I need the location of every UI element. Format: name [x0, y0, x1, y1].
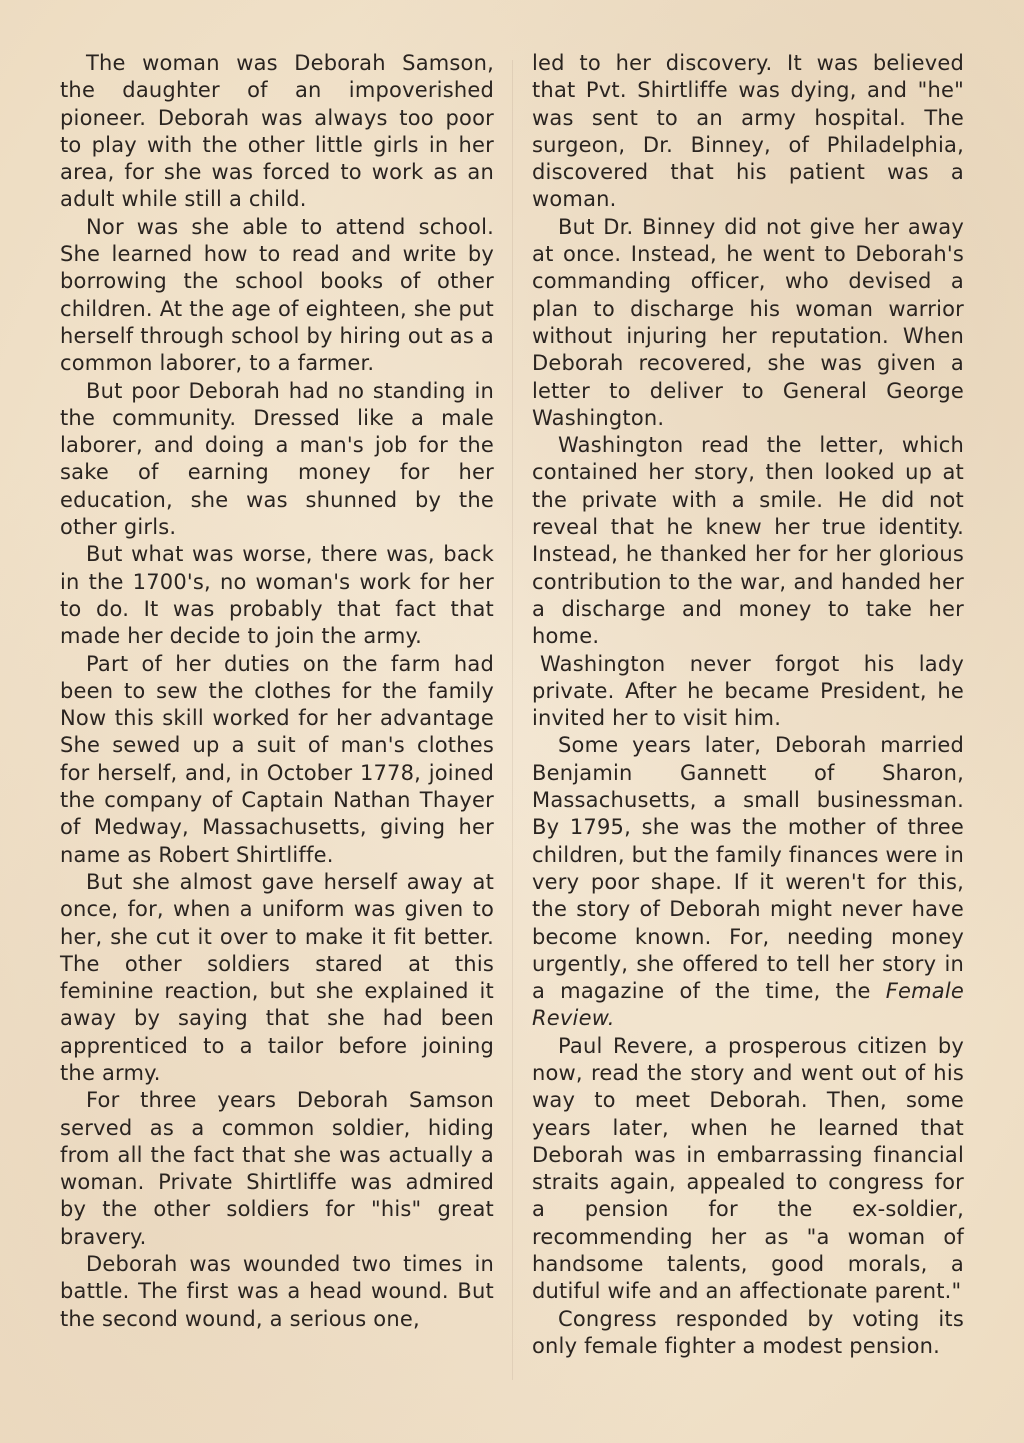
paragraph: led to her discovery. It was believed that Pvt. Shirtliffe was dying, and "he" was sent to an army hospital. The surgeon, Dr. Binney, of Philadelphia, discovered that his patient was a woman.: [532, 51, 964, 212]
paragraph: Paul Revere, a prosperous citizen by now, read the story and went out of his way to meet Deborah. Then, some years later, when he learned that Deborah was in embarrassing financial straits again, appealed to congress for a pension for the ex-soldier, recommending her as "a woman of handsome talents, good morals, a dutiful wife and an affectionate parent.": [532, 1033, 964, 1304]
paragraph: Part of her duties on the farm had been to sew the clothes for the family Now this skill worked for her advantage She sewed up a suit of man's clothes for herself, and, in October 1778, joined the company of Captain Nathan Thayer of Medway, Massachusetts, giving her name as Robert Shirtliffe.: [60, 651, 494, 867]
paragraph: Deborah was wounded two times in battle. The first was a head wound. But the second wound, a serious one,: [60, 1252, 494, 1331]
paragraph: But what was worse, there was, back in the 1700's, no woman's work for her to do. It was probably that fact that made her decide to join the army.: [60, 542, 494, 649]
paragraph: But Dr. Binney did not give her away at once. Instead, he went to Deborah's commanding officer, who devised a plan to discharge his woman warrior without injuring her reputation. When Deborah recovered, she was given a letter to deliver to General George Washington.: [532, 214, 964, 430]
paragraph: The woman was Deborah Samson, the daughter of an impoverished pioneer. Deborah was always too poor to play with the other little girls in her area, for she was forced to work as an adult while still a child.: [60, 51, 494, 212]
right-column: [532, 50, 964, 1360]
paragraph: Nor was she able to attend school. She learned how to read and write by borrowing the school books of other children. At the age of eighteen, she put herself through school by hiring out as a common laborer, to a farmer.: [60, 214, 494, 376]
paragraph: Congress responded by voting its only female fighter a modest pension.: [532, 1306, 964, 1358]
paragraph: Washington read the letter, which contained her story, then looked up at the private with a smile. He did not reveal that he knew her true identity. Instead, he thanked her for her glorious contribution to the war, and handed her a discharge and money to take her home.: [532, 433, 964, 649]
spacer: [871, 979, 886, 1003]
paragraph: But poor Deborah had no standing in the community. Dressed like a male laborer, and doing a man's job for the sake of earning money for her education, she was shunned by the other girls.: [60, 378, 494, 540]
paragraph-text: Some years later, Deborah married Benjamin Gannett of Sharon, Massachusetts, a small businessman. By 1795, she was the mother of three children, but the family finances were in very poor shape. If it weren't for this, the story of Deborah might never have become known. For, needing money urgently, she offered to tell her story in a magazine of the time, the: [532, 733, 964, 1004]
column-divider: [512, 60, 513, 1380]
paragraph: [532, 732, 964, 1032]
paragraph: But she almost gave herself away at once, for, when a uniform was given to her, she cut it over to make it fit better. The other soldiers stared at this feminine reaction, but she explained it away by saying that she had been apprenticed to a tailor before joining the army.: [60, 869, 494, 1085]
paragraph: For three years Deborah Samson served as a common soldier, hiding from all the fact that she was actually a woman. Private Shirtliffe was admired by the other soldiers for "his" great bravery.: [60, 1088, 494, 1249]
paragraph: Washington never forgot his lady private. After he became President, he invited her to visit him.: [532, 651, 964, 731]
left-column: [60, 50, 494, 1333]
magazine-title: Female Review.: [532, 979, 964, 1031]
